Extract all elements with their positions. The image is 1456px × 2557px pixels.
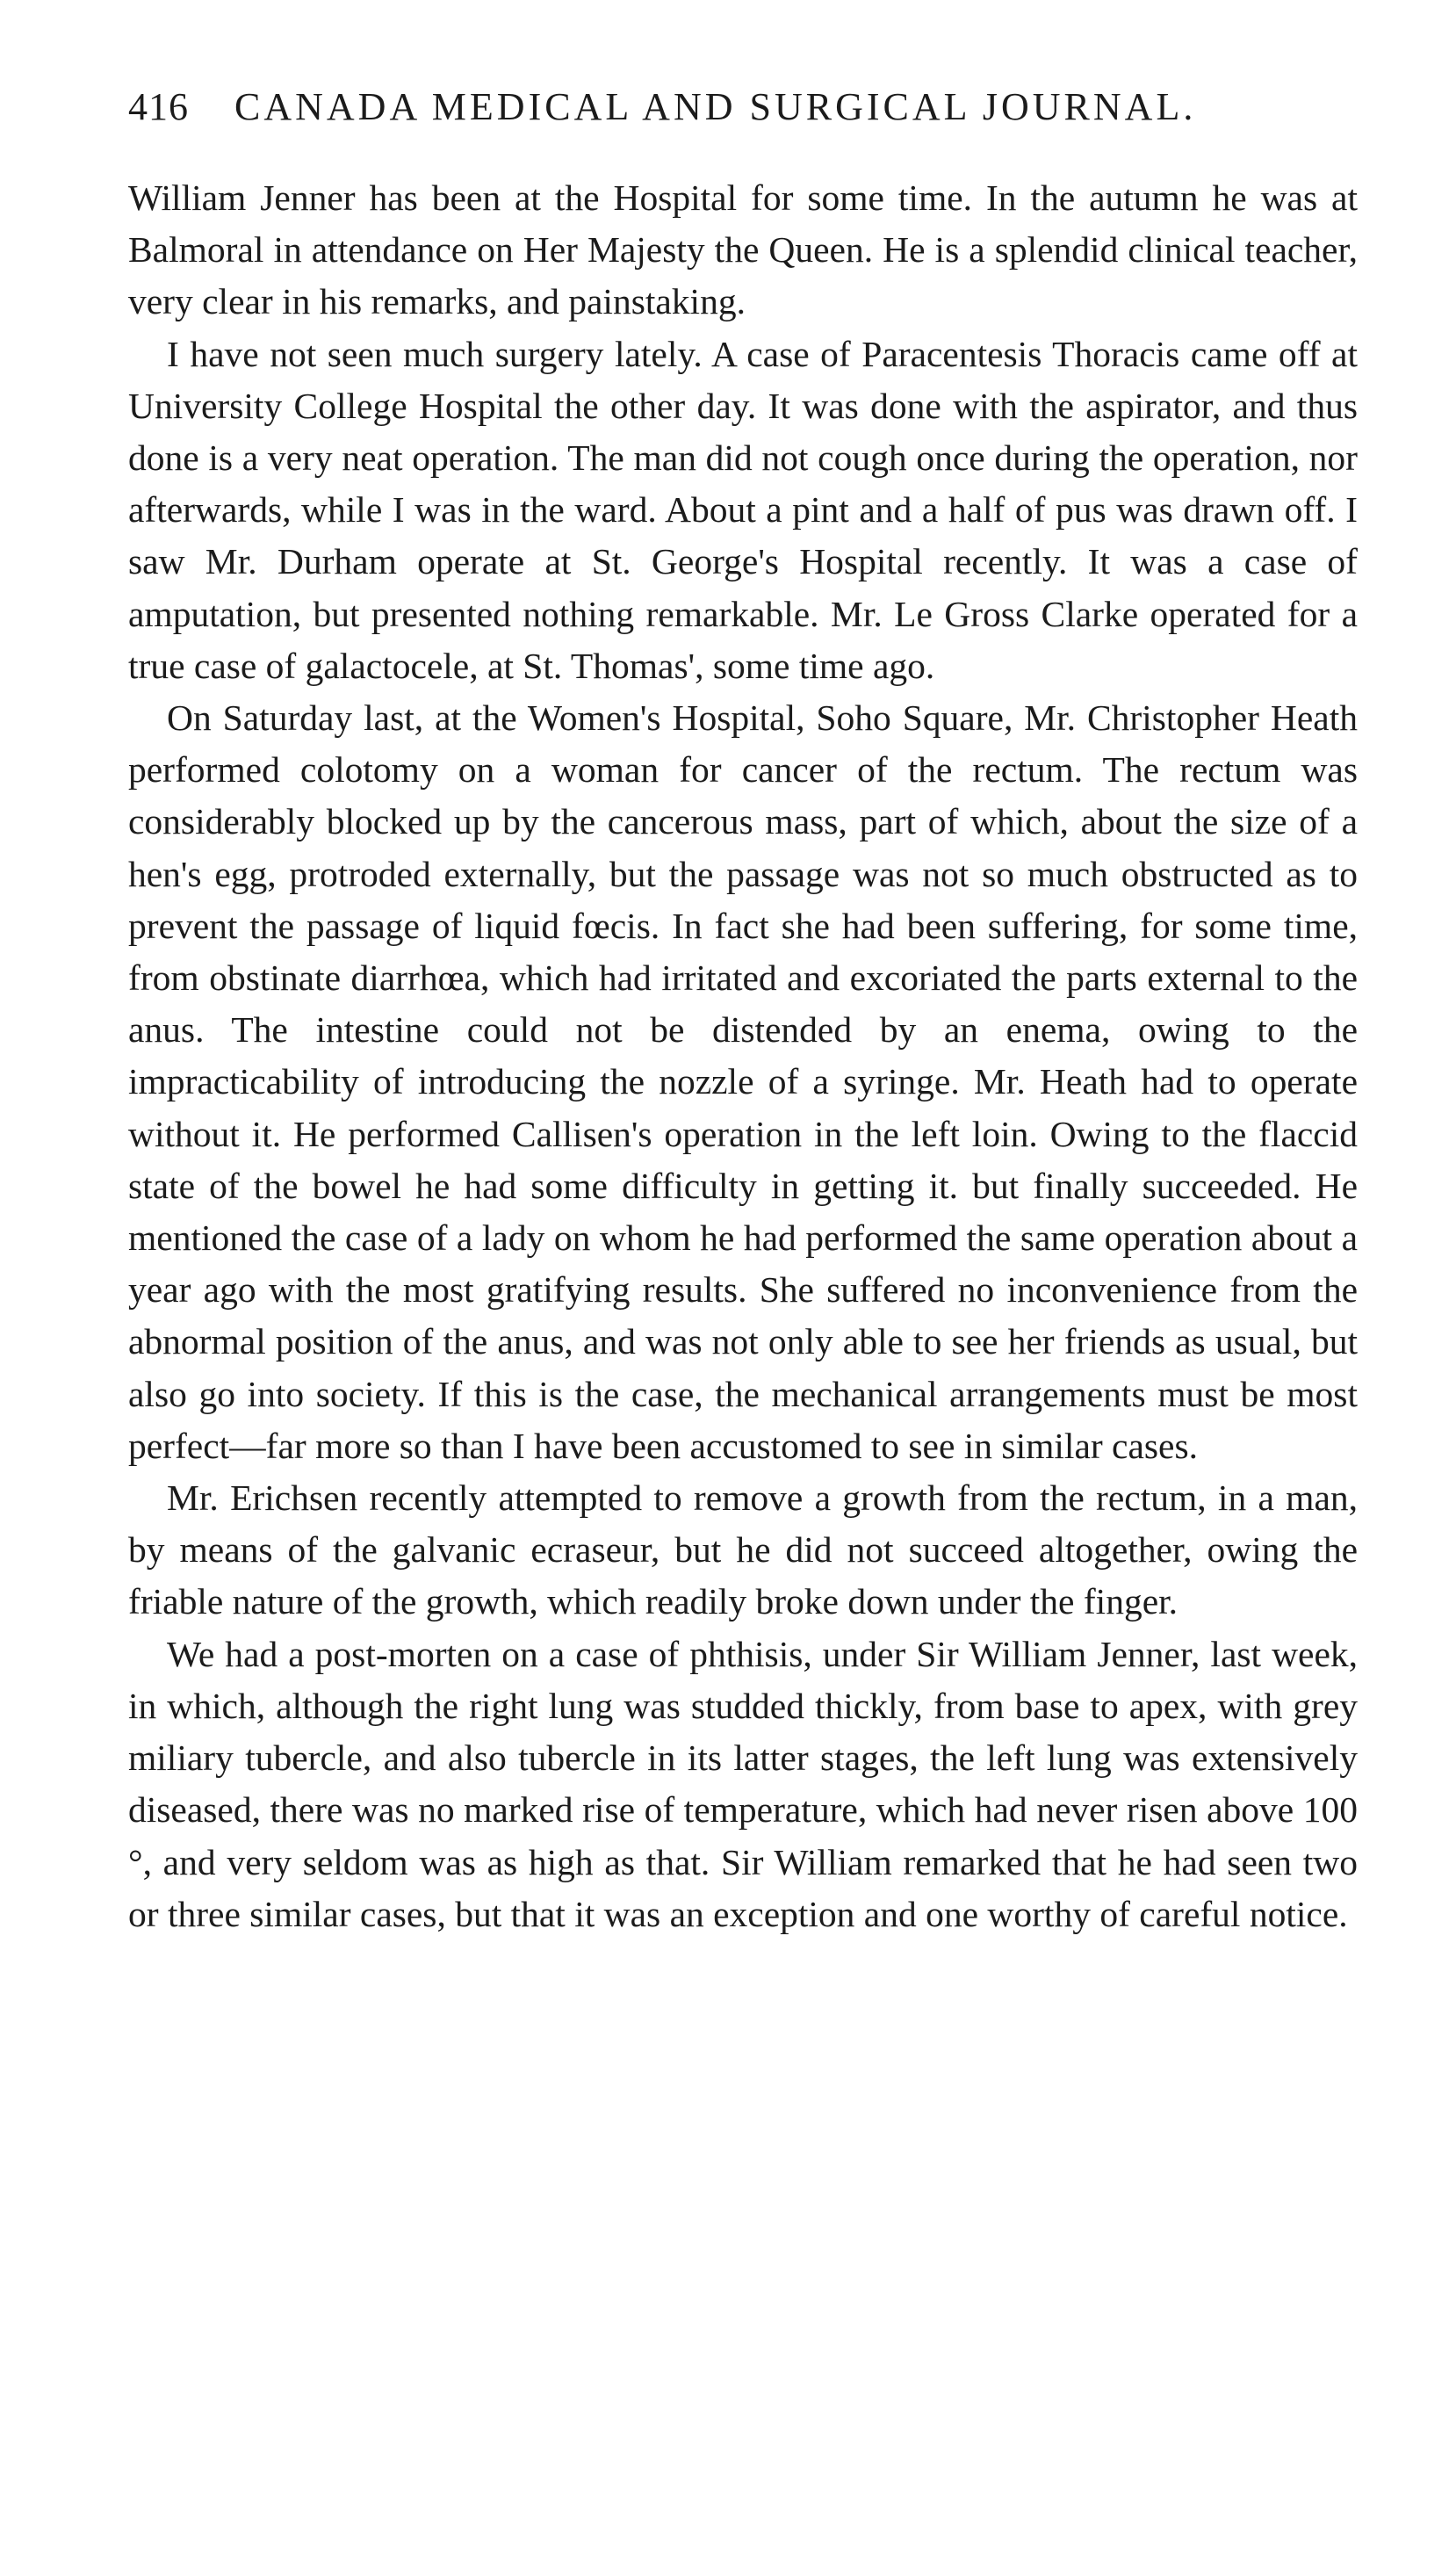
paragraph-erichsen-growth: Mr. Erichsen recently attempted to remove a growth from the rectum, in a man, by means of the galvanic ecraseur, but he did not succeed altogether, owing the friable nature of the growth, which readily broke down under the finger. bbox=[128, 1477, 1358, 1622]
paragraph-jenner-hospital: William Jenner has been at the Hospital for some time. In the autumn he was at Balmoral in attendance on Her Majesty the Queen. He is a splendid clinical teacher, very clear in his remarks, and painstaking. bbox=[128, 177, 1358, 322]
article-body bbox=[128, 172, 1358, 1940]
paragraph-surgery-lately: I have not seen much surgery lately. A case of Paracentesis Thoracis came off at University College Hospital the other day. It was done with the aspirator, and thus done is a very neat operation. The man did not cough once during the operation, nor afterwards, while I was in the ward. About a pint and a half of pus was drawn off. I saw Mr. Durham operate at St. George's Hospital recently. It was a case of amputation, but presented nothing remarkable. Mr. Le Gross Clarke operated for a true case of galactocele, at St. Thomas', some time ago. bbox=[128, 333, 1358, 686]
page-number: 416 bbox=[128, 85, 189, 128]
running-head bbox=[128, 81, 1358, 134]
journal-title: CANADA MEDICAL AND SURGICAL JOURNAL. bbox=[234, 85, 1197, 128]
paragraph-womens-hospital-colotomy: On Saturday last, at the Women's Hospital, Soho Square, Mr. Christopher Heath performed colotomy on a woman for cancer of the rectum. The rectum was considerably blocked up by the cancerous mass, part of which, about the size of a hen's egg, protroded externally, but the passage was not so much obstructed as to prevent the passage of liquid fœcis. In fact she had been suffering, for some time, from obstinate diarrhœa, which had irritated and excoriated the parts external to the anus. The intestine could not be distended by an enema, owing to the impracticability of introducing the nozzle of a syringe. Mr. Heath had to operate without it. He performed Callisen's operation in the left loin. Owing to the flaccid state of the bowel he had some difficulty in getting it. but finally succeeded. He mentioned the case of a lady on whom he had performed the same operation about a year ago with the most gratifying results. She suffered no inconvenience from the abnormal position of the anus, and was not only able to see her friends as usual, but also go into society. If this is the case, the mechanical arrangements must be most perfect—far more so than I have been accustomed to see in similar cases. bbox=[128, 697, 1358, 1466]
paragraph-post-mortem-phthisis: We had a post-morten on a case of phthisis, under Sir William Jenner, last week, in which, although the right lung was studded thickly, from base to apex, with grey miliary tubercle, and also tubercle in its latter stages, the left lung was extensively diseased, there was no marked rise of temperature, which had never risen above 100 °, and very seldom was as high as that. Sir William remarked that he had seen two or three similar cases, but that it was an exception and one worthy of careful notice. bbox=[128, 1633, 1358, 1934]
